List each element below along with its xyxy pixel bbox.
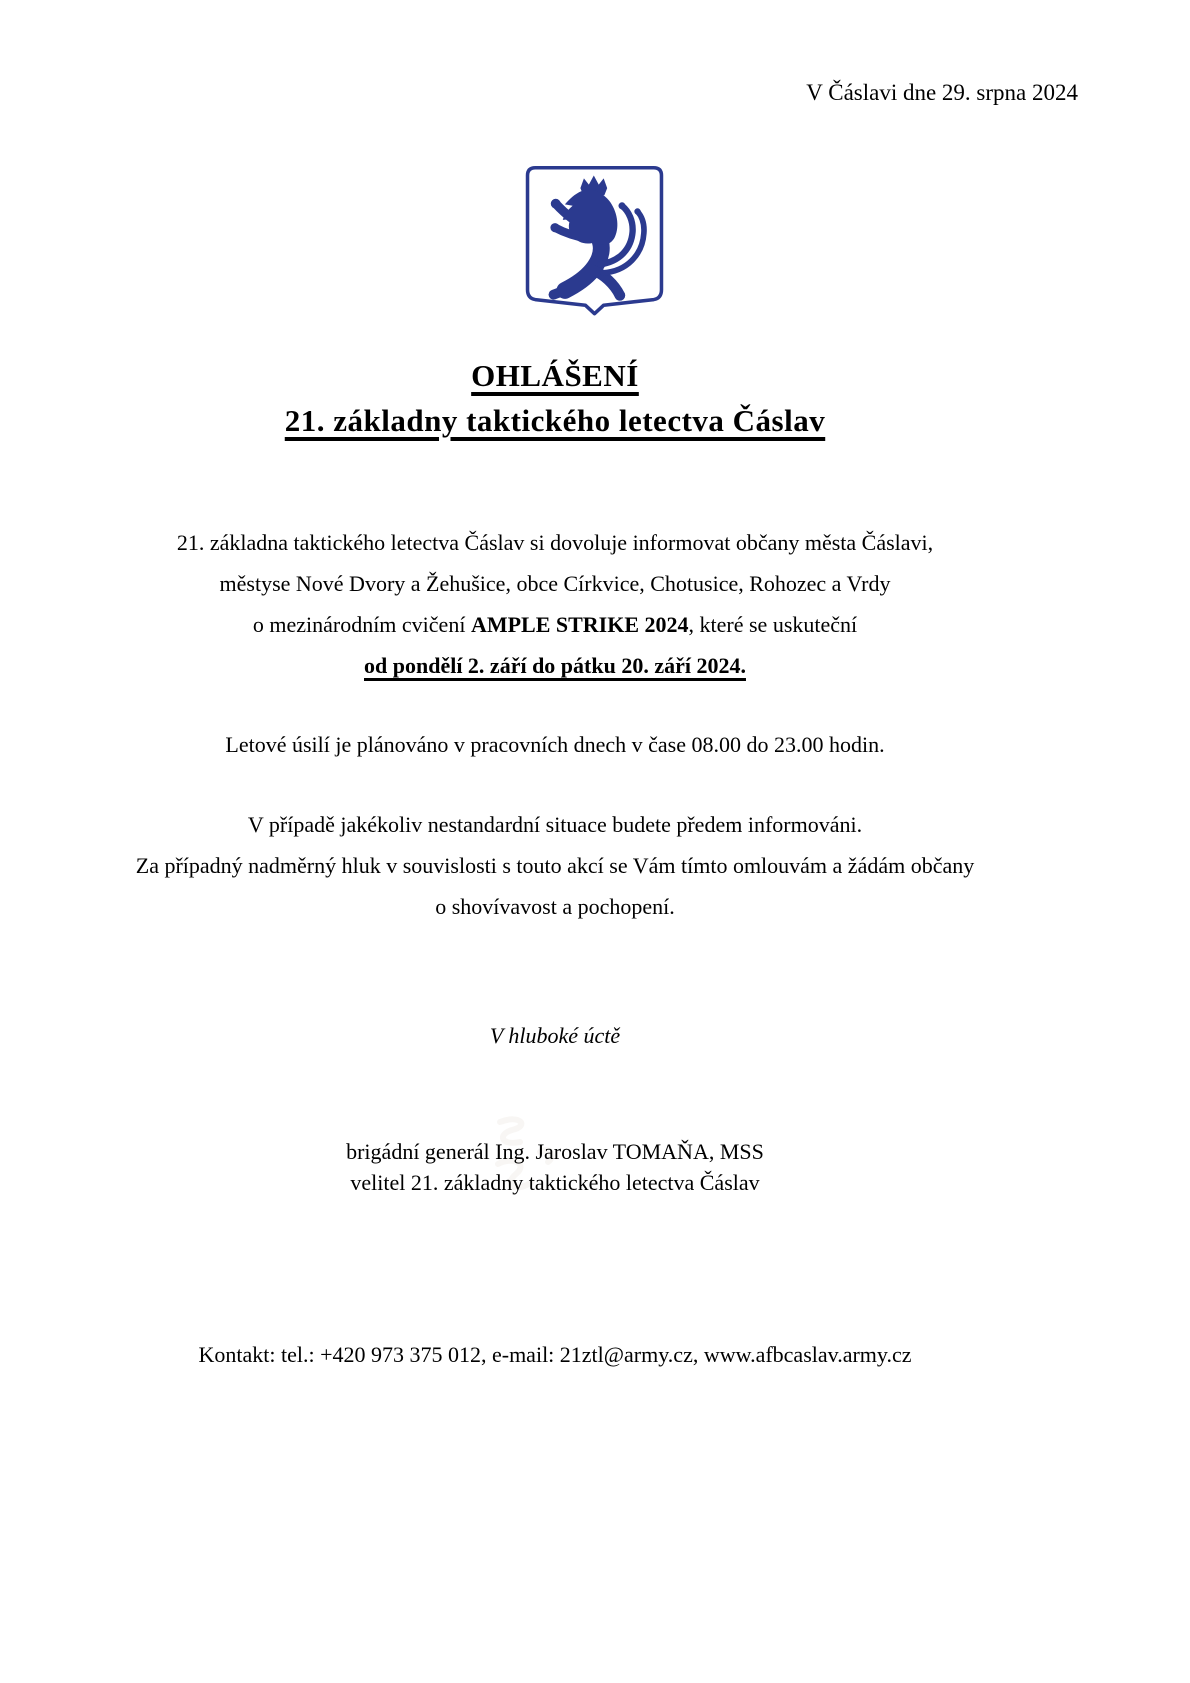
czech-lion-shield-icon <box>524 164 665 316</box>
paragraph-exercise-info <box>40 522 1070 686</box>
paragraph3-line1: V případě jakékoliv nestandardní situace budete předem informováni. <box>247 812 863 837</box>
exercise-name: AMPLE STRIKE 2024 <box>470 612 689 637</box>
paragraph1-line4 <box>40 645 1070 686</box>
paragraph-apology <box>40 804 1070 927</box>
closing-salutation: V hluboké úctě <box>489 1023 621 1048</box>
unit-emblem <box>524 164 665 316</box>
contact-line: Kontakt: tel.: +420 973 375 012, e-mail: 21ztl@army.cz, www.afbcaslav.army.cz <box>198 1342 912 1367</box>
lion-head <box>549 175 641 300</box>
exercise-dates: od pondělí 2. září do pátku 20. září 2024. <box>364 653 746 678</box>
paragraph1-line2: městyse Nové Dvory a Žehušice, obce Církvice, Chotusice, Rohozec a Vrdy <box>219 571 891 596</box>
title-line-1: OHLÁŠENÍ <box>471 358 639 393</box>
paragraph1-line1: 21. základna taktického letectva Čáslav si dovoluje informovat občany města Čáslavi, <box>176 530 934 555</box>
paragraph1-line3: o mezinárodním cvičení AMPLE STRIKE 2024, které se uskuteční <box>252 612 858 637</box>
paragraph-flight-hours <box>40 724 1070 765</box>
paragraph3-line2: Za případný nadměrný hluk v souvislosti s touto akcí se Vám tímto omlouvám a žádám občany <box>135 853 975 878</box>
signature-name: brigádní generál Ing. Jaroslav TOMAŇA, MSS <box>346 1139 764 1164</box>
date-line: V Čáslavi dne 29. srpna 2024 <box>806 80 1078 105</box>
paragraph2-line1: Letové úsilí je plánováno v pracovních dnech v čase 08.00 do 23.00 hodin. <box>225 732 885 757</box>
signature-role: velitel 21. základny taktického letectva Čáslav <box>350 1170 760 1195</box>
title-line-2: 21. základny taktického letectva Čáslav <box>284 403 826 438</box>
signature-block <box>40 1136 1070 1198</box>
paragraph3-line3: o shovívavost a pochopení. <box>435 894 675 919</box>
title-block <box>0 353 1110 443</box>
